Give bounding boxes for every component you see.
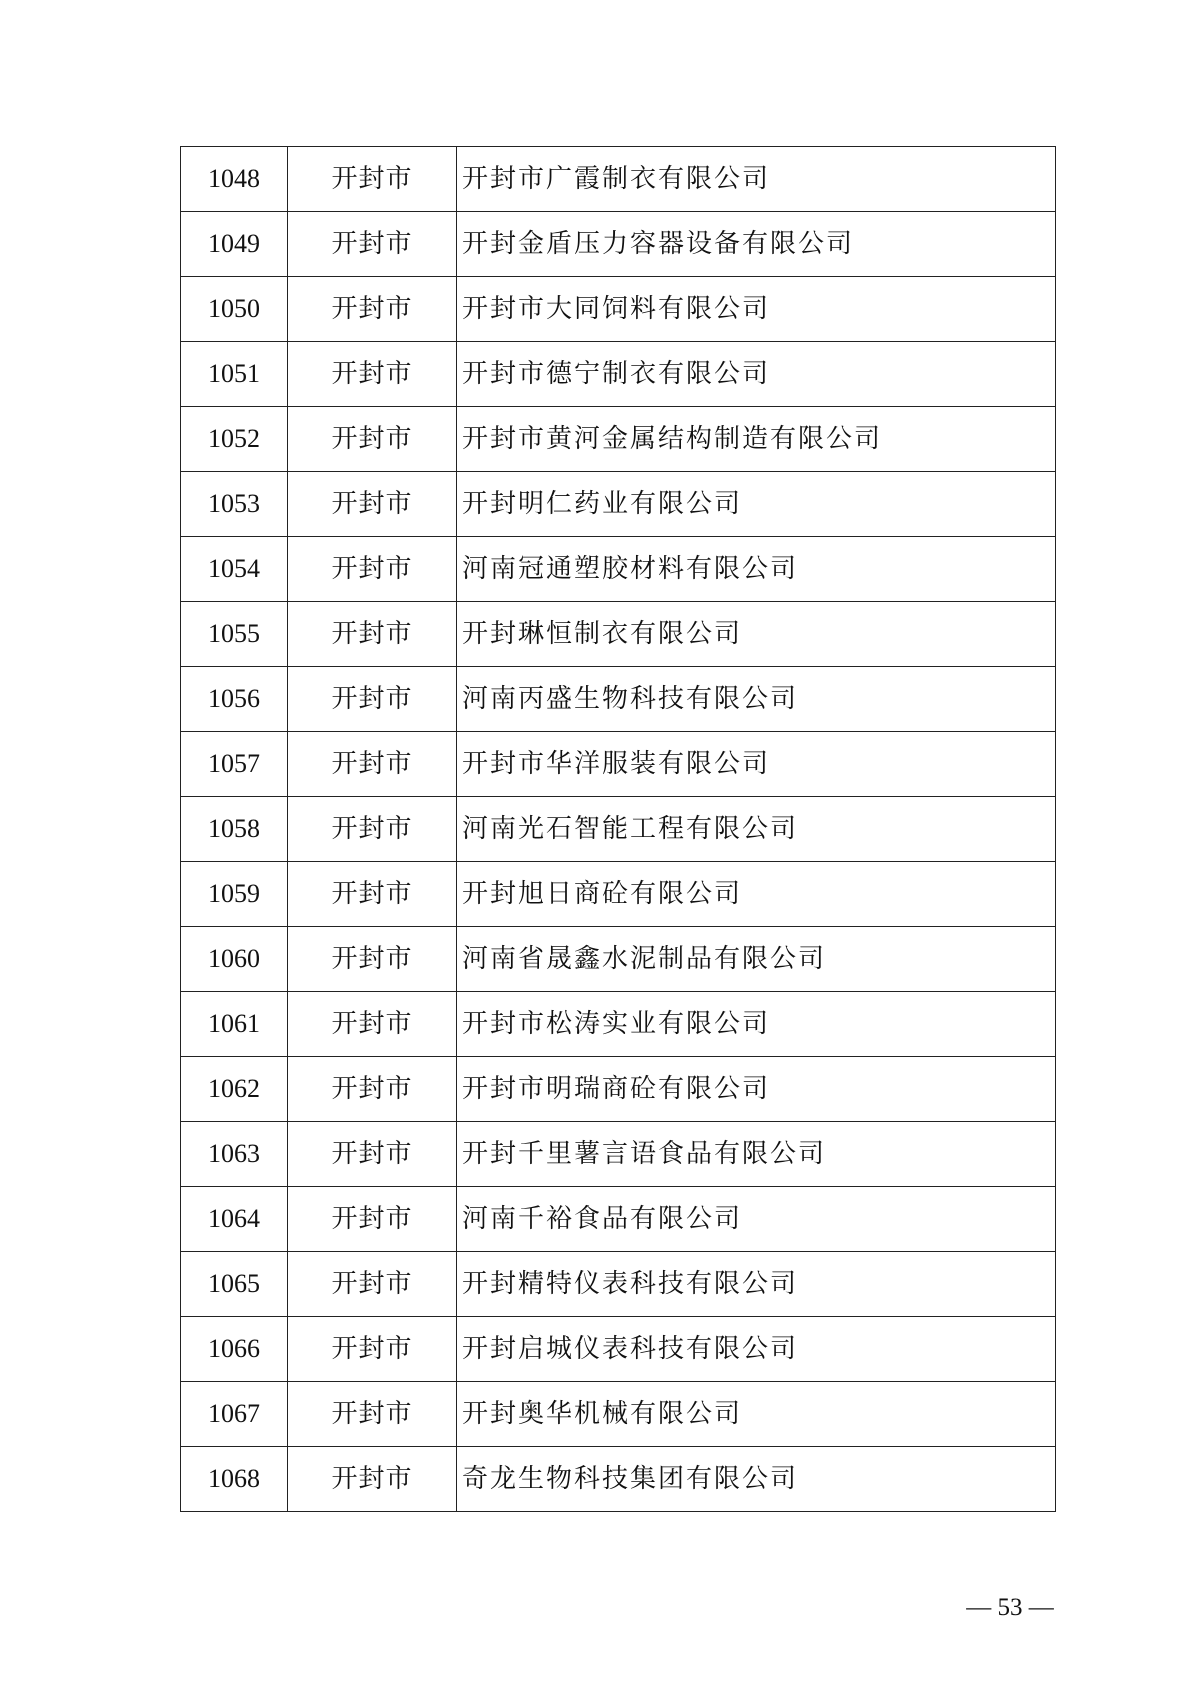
- table-row: [181, 667, 1056, 732]
- city-cell: 开封市: [288, 667, 457, 732]
- table-row: [181, 927, 1056, 992]
- table-row: [181, 212, 1056, 277]
- company-name-cell: 开封明仁药业有限公司: [457, 472, 1056, 537]
- company-name-cell: 奇龙生物科技集团有限公司: [457, 1447, 1056, 1512]
- company-name-cell: 开封启城仪表科技有限公司: [457, 1317, 1056, 1382]
- table-row: [181, 1382, 1056, 1447]
- table-row: [181, 797, 1056, 862]
- city-cell: 开封市: [288, 732, 457, 797]
- table-body: [181, 147, 1056, 1512]
- row-number-cell: 1064: [181, 1187, 288, 1252]
- table-row: [181, 1252, 1056, 1317]
- row-number-cell: 1056: [181, 667, 288, 732]
- city-cell: 开封市: [288, 927, 457, 992]
- row-number-cell: 1049: [181, 212, 288, 277]
- table-row: [181, 342, 1056, 407]
- city-cell: 开封市: [288, 212, 457, 277]
- company-name-cell: 河南光石智能工程有限公司: [457, 797, 1056, 862]
- city-cell: 开封市: [288, 1382, 457, 1447]
- city-cell: 开封市: [288, 992, 457, 1057]
- table-row: [181, 1122, 1056, 1187]
- city-cell: 开封市: [288, 862, 457, 927]
- row-number-cell: 1053: [181, 472, 288, 537]
- row-number-cell: 1051: [181, 342, 288, 407]
- table-row: [181, 732, 1056, 797]
- city-cell: 开封市: [288, 1317, 457, 1382]
- company-name-cell: 开封市大同饲料有限公司: [457, 277, 1056, 342]
- row-number-cell: 1067: [181, 1382, 288, 1447]
- company-name-cell: 开封精特仪表科技有限公司: [457, 1252, 1056, 1317]
- company-name-cell: 开封市华洋服装有限公司: [457, 732, 1056, 797]
- row-number-cell: 1048: [181, 147, 288, 212]
- row-number-cell: 1058: [181, 797, 288, 862]
- row-number-cell: 1054: [181, 537, 288, 602]
- table-row: [181, 1447, 1056, 1512]
- company-name-cell: 开封千里薯言语食品有限公司: [457, 1122, 1056, 1187]
- city-cell: 开封市: [288, 407, 457, 472]
- company-name-cell: 开封金盾压力容器设备有限公司: [457, 212, 1056, 277]
- company-name-cell: 开封市德宁制衣有限公司: [457, 342, 1056, 407]
- table-row: [181, 992, 1056, 1057]
- company-name-cell: 开封市广霞制衣有限公司: [457, 147, 1056, 212]
- company-name-cell: 开封市明瑞商砼有限公司: [457, 1057, 1056, 1122]
- city-cell: 开封市: [288, 1252, 457, 1317]
- city-cell: 开封市: [288, 797, 457, 862]
- company-name-cell: 河南省晟鑫水泥制品有限公司: [457, 927, 1056, 992]
- company-table: [180, 146, 1056, 1512]
- company-name-cell: 开封奥华机械有限公司: [457, 1382, 1056, 1447]
- row-number-cell: 1052: [181, 407, 288, 472]
- table-row: [181, 407, 1056, 472]
- row-number-cell: 1062: [181, 1057, 288, 1122]
- row-number-cell: 1061: [181, 992, 288, 1057]
- row-number-cell: 1055: [181, 602, 288, 667]
- company-name-cell: 河南冠通塑胶材料有限公司: [457, 537, 1056, 602]
- company-name-cell: 开封琳恒制衣有限公司: [457, 602, 1056, 667]
- row-number-cell: 1057: [181, 732, 288, 797]
- row-number-cell: 1068: [181, 1447, 288, 1512]
- page-number: — 53 —: [966, 1594, 1054, 1621]
- row-number-cell: 1050: [181, 277, 288, 342]
- city-cell: 开封市: [288, 1447, 457, 1512]
- table-row: [181, 537, 1056, 602]
- row-number-cell: 1066: [181, 1317, 288, 1382]
- city-cell: 开封市: [288, 1187, 457, 1252]
- row-number-cell: 1063: [181, 1122, 288, 1187]
- company-name-cell: 开封旭日商砼有限公司: [457, 862, 1056, 927]
- company-name-cell: 河南丙盛生物科技有限公司: [457, 667, 1056, 732]
- city-cell: 开封市: [288, 1057, 457, 1122]
- city-cell: 开封市: [288, 277, 457, 342]
- city-cell: 开封市: [288, 537, 457, 602]
- city-cell: 开封市: [288, 342, 457, 407]
- table-row: [181, 862, 1056, 927]
- table-row: [181, 1317, 1056, 1382]
- city-cell: 开封市: [288, 147, 457, 212]
- table-row: [181, 147, 1056, 212]
- table-row: [181, 472, 1056, 537]
- city-cell: 开封市: [288, 1122, 457, 1187]
- company-name-cell: 河南千裕食品有限公司: [457, 1187, 1056, 1252]
- row-number-cell: 1065: [181, 1252, 288, 1317]
- table-row: [181, 1187, 1056, 1252]
- city-cell: 开封市: [288, 602, 457, 667]
- city-cell: 开封市: [288, 472, 457, 537]
- table-row: [181, 1057, 1056, 1122]
- company-name-cell: 开封市黄河金属结构制造有限公司: [457, 407, 1056, 472]
- table-row: [181, 277, 1056, 342]
- table-row: [181, 602, 1056, 667]
- company-name-cell: 开封市松涛实业有限公司: [457, 992, 1056, 1057]
- row-number-cell: 1060: [181, 927, 288, 992]
- row-number-cell: 1059: [181, 862, 288, 927]
